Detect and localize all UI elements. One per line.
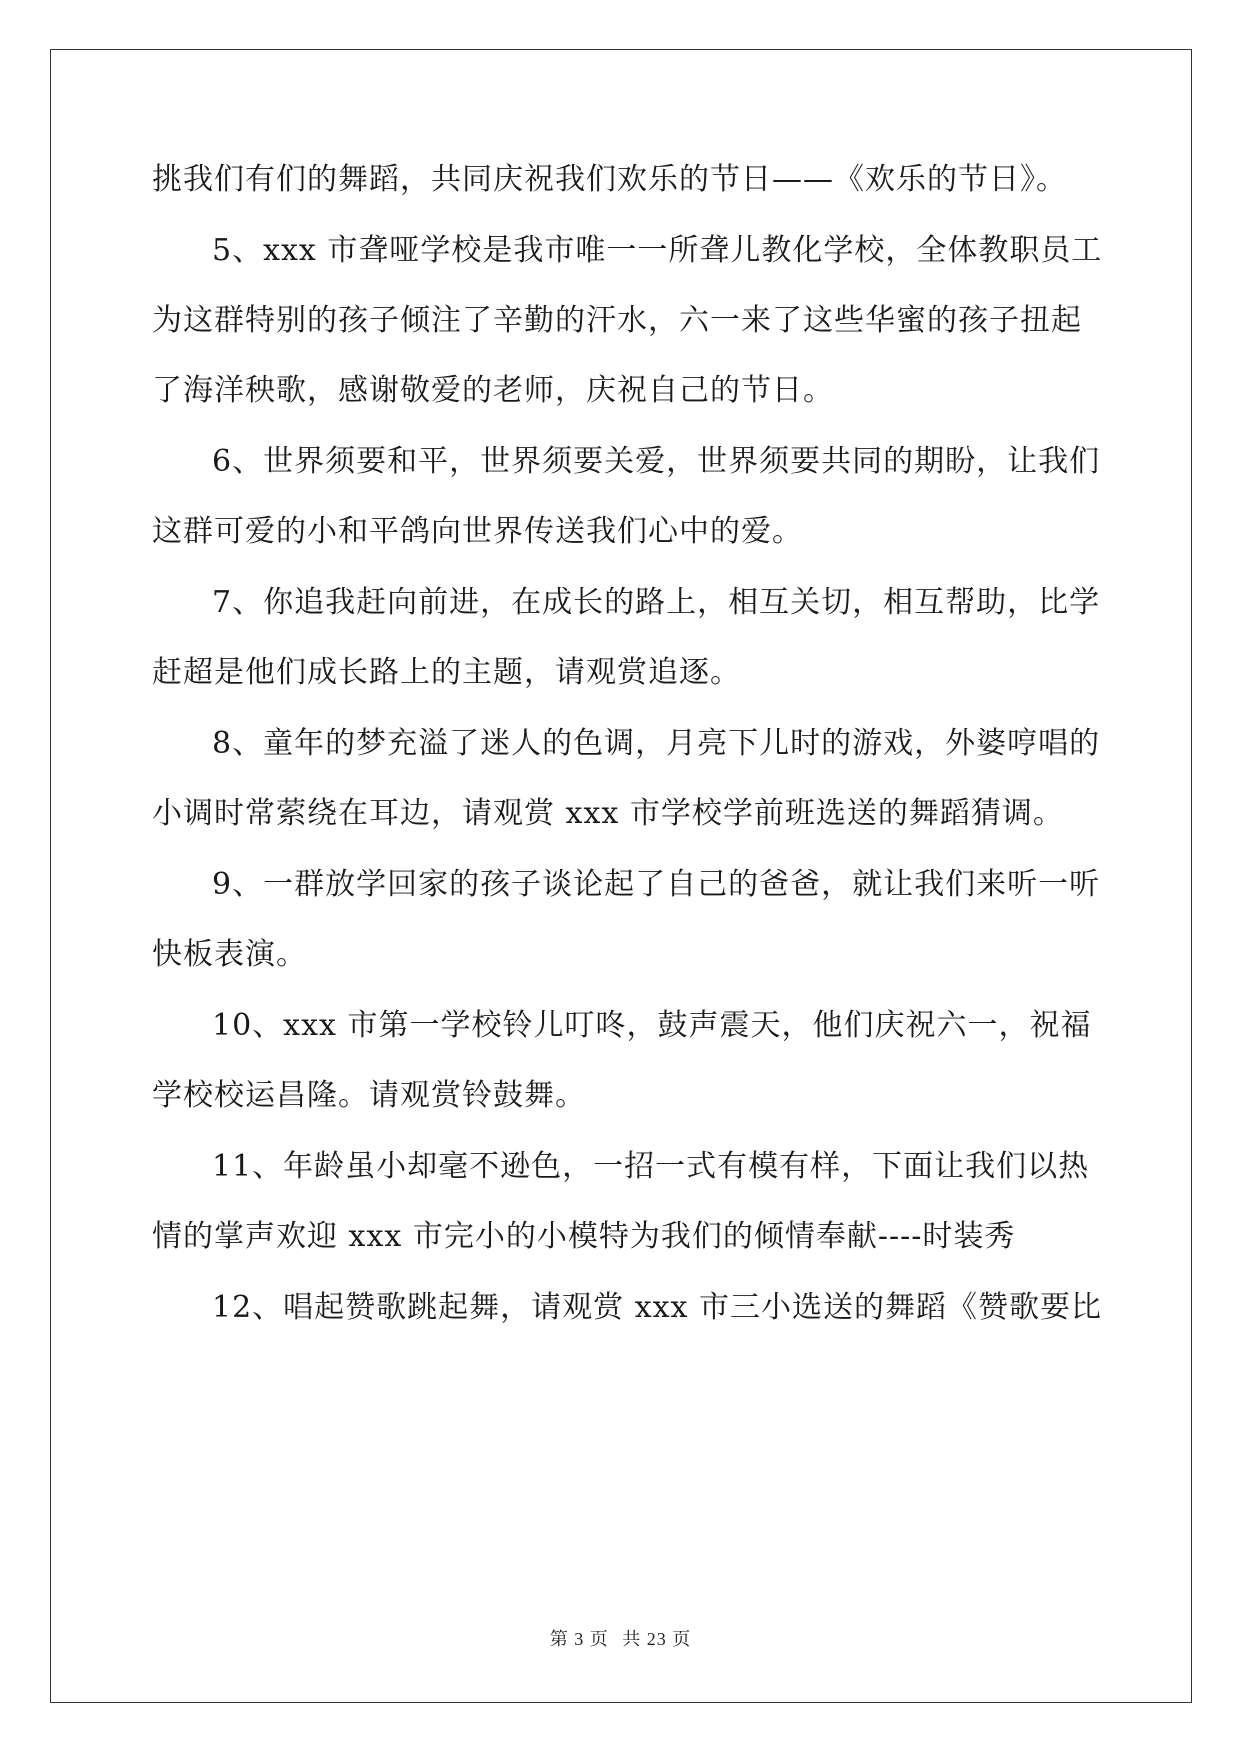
text-line: 9、一群放学回家的孩子谈论起了自己的爸爸，就让我们来听一听	[212, 867, 1101, 902]
page-number: 第 3 页	[549, 1629, 609, 1649]
text-line: 10、xxx 市第一学校铃儿叮咚，鼓声震天，他们庆祝六一，祝福	[212, 1008, 1092, 1043]
text-line: 5、xxx 市聋哑学校是我市唯一一所聋儿教化学校，全体教职员工	[212, 233, 1103, 268]
text-line: 11、年龄虽小却毫不逊色，一招一式有模有样，下面让我们以热	[212, 1149, 1090, 1184]
page-footer	[0, 1625, 1241, 1651]
text-line: 8、童年的梦充溢了迷人的色调，月亮下儿时的游戏，外婆哼唱的	[212, 726, 1101, 761]
text-line: 这群可爱的小和平鸽向世界传送我们心中的爱。	[152, 514, 803, 549]
text-line: 为这群特别的孩子倾注了辛勤的汗水，六一来了这些华蜜的孩子扭起	[152, 303, 1082, 338]
text-line: 小调时常萦绕在耳边，请观赏 xxx 市学校学前班选送的舞蹈猜调。	[152, 796, 1064, 831]
text-line: 挑我们有们的舞蹈，共同庆祝我们欢乐的节日——《欢乐的节日》。	[152, 162, 1067, 197]
text-line: 情的掌声欢迎 xxx 市完小的小模特为我们的倾情奉献----时装秀	[152, 1219, 1016, 1254]
text-line: 12、唱起赞歌跳起舞，请观赏 xxx 市三小选送的舞蹈《赞歌要比	[212, 1290, 1103, 1325]
text-line: 7、你追我赶向前进，在成长的路上，相互关切，相互帮助，比学	[212, 585, 1101, 620]
text-line: 快板表演。	[152, 937, 307, 972]
text-line: 了海洋秧歌，感谢敬爱的老师，庆祝自己的节日。	[152, 373, 834, 408]
text-line: 6、世界须要和平，世界须要关爱，世界须要共同的期盼，让我们	[212, 444, 1101, 479]
page-total: 共 23 页	[622, 1629, 692, 1649]
text-line: 赶超是他们成长路上的主题，请观赏追逐。	[152, 655, 741, 690]
text-line: 学校校运昌隆。请观赏铃鼓舞。	[152, 1078, 586, 1113]
